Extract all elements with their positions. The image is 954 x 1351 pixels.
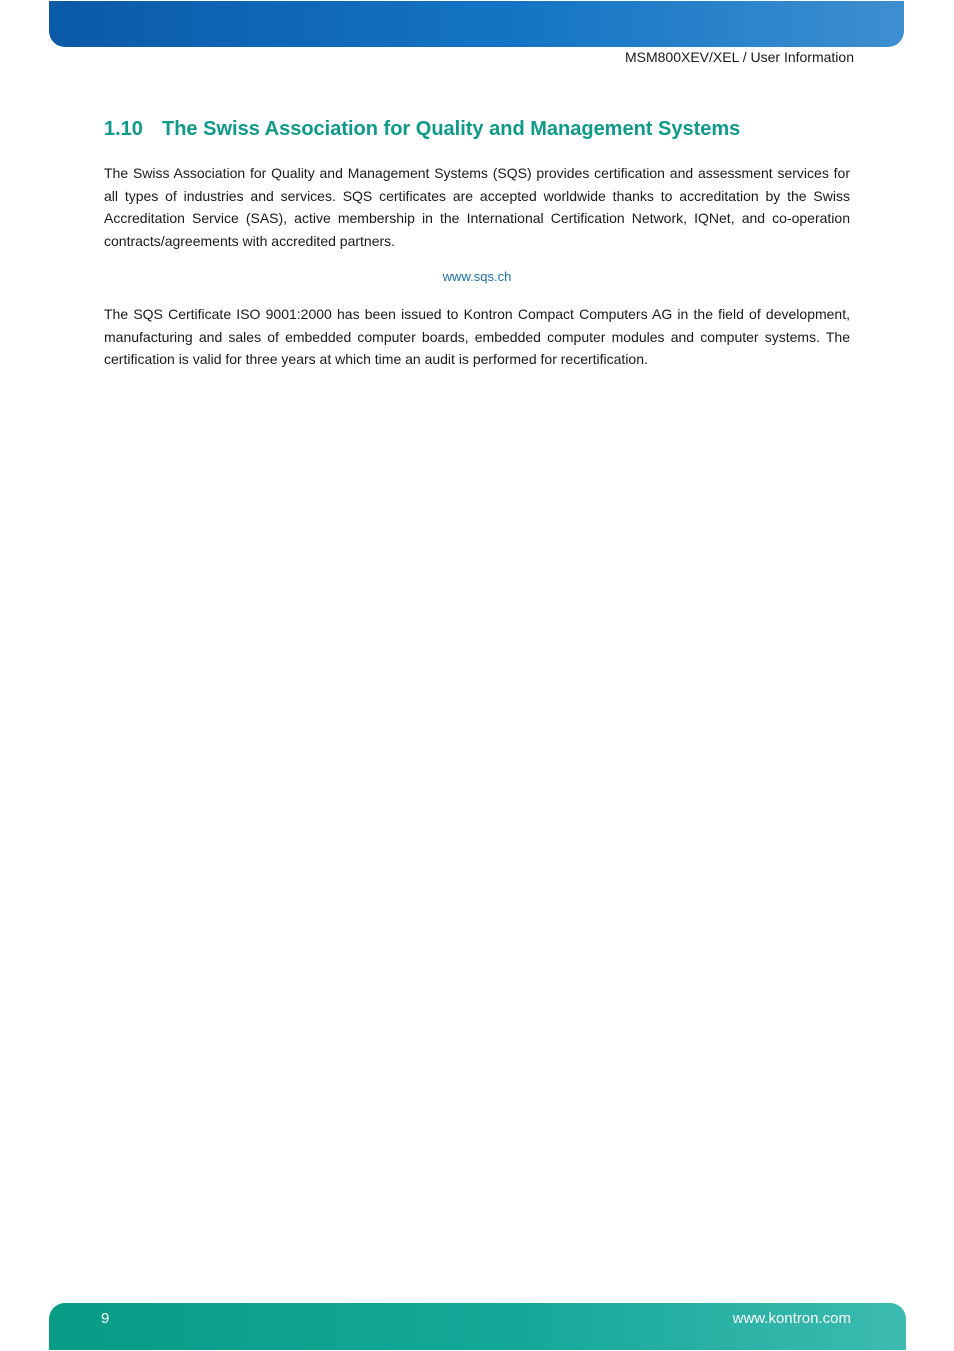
link-row <box>0 269 954 284</box>
section-heading <box>104 118 740 141</box>
section-number: 1.10 <box>104 118 143 140</box>
sqs-link[interactable]: www.sqs.ch <box>442 269 512 284</box>
body-paragraph-sqs: The Swiss Association for Quality and Management Systems (SQS) provides certification and assessment services for all types of industries and services. SQS certificates are accepted worldwide thanks to accreditation by the Swiss Accreditation Service (SAS), active membership in the International Certification Network, IQNet, and co-operation contracts/agreements with accredited partners. <box>104 165 850 249</box>
document-title: MSM800XEV/XEL / User Information <box>624 49 854 65</box>
header-bar <box>49 1 904 47</box>
page-number: 9 <box>101 1310 110 1327</box>
body-paragraph-certificate: The SQS Certificate ISO 9001:2000 has been issued to Kontron Compact Computers AG in the field of development, manufacturing and sales of embedded computer boards, embedded computer modules and computer systems. The certification is valid for three years at which time an audit is performed for recertification. <box>104 306 850 367</box>
section-title: The Swiss Association for Quality and Management Systems <box>162 118 741 140</box>
footer-url[interactable]: www.kontron.com <box>732 1310 851 1327</box>
